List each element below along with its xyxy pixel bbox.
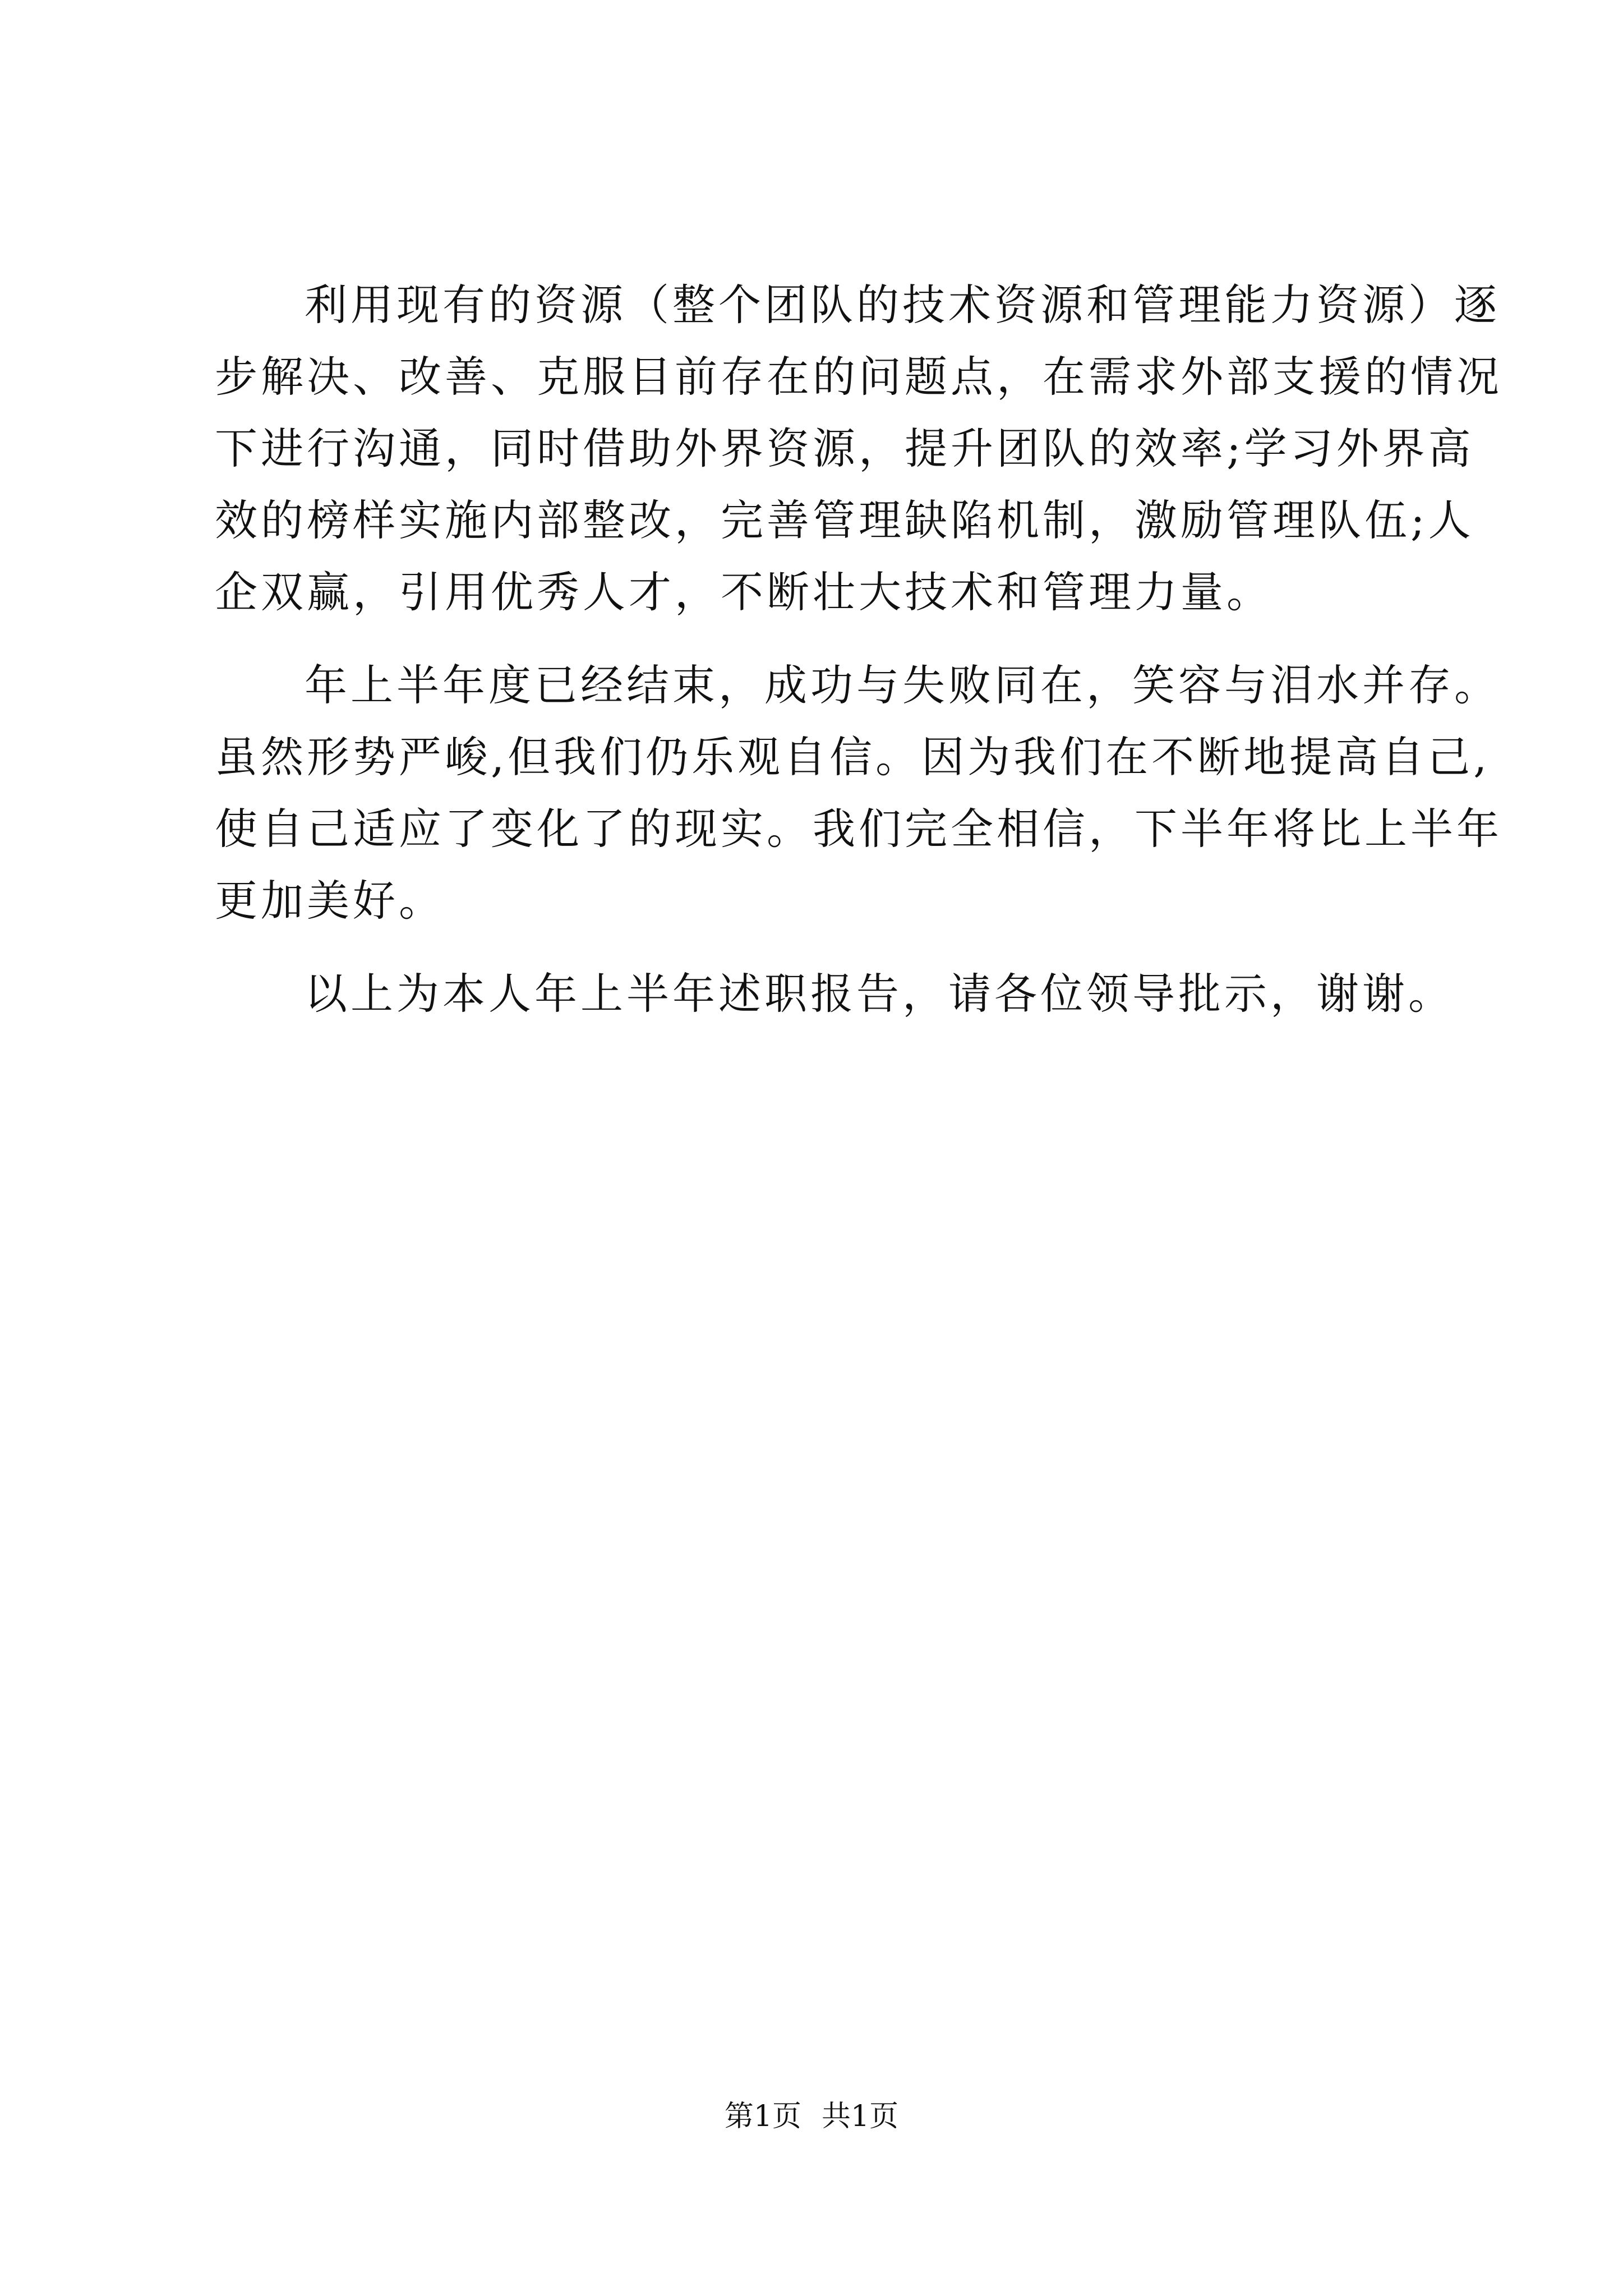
paragraph-line: 利用现有的资源（整个团队的技术资源和管理能力资源）逐	[305, 280, 1500, 330]
paragraph-line: 使自己适应了变化了的现实。我们完全相信，下半年将比上半年	[215, 804, 1502, 854]
paragraph-3	[215, 958, 1454, 1030]
paragraph-line: 步解决、改善、克服目前存在的问题点，在需求外部支援的情况	[215, 352, 1502, 402]
paragraph-1	[215, 269, 1502, 628]
paragraph-line: 下进行沟通，同时借助外界资源，提升团队的效率;学习外界高	[215, 424, 1474, 473]
paragraph-2	[215, 650, 1502, 937]
paragraph-gap	[215, 937, 1409, 958]
page-number-total: 共1页	[822, 2100, 899, 2133]
paragraph-line: 虽然形势严峻,但我们仍乐观自信。因为我们在不断地提高自己,	[215, 732, 1491, 782]
paragraph-line: 以上为本人年上半年述职报告，请各位领导批示，谢谢。	[305, 969, 1454, 1019]
paragraph-line: 效的榜样实施内部整改，完善管理缺陷机制，激励管理队伍;人	[215, 495, 1474, 545]
page-number-current: 第1页	[724, 2100, 801, 2133]
page-footer	[0, 2092, 1623, 2134]
paragraph-gap	[215, 628, 1409, 650]
paragraph-line: 年上半年度已经结束，成功与失败同在，笑容与泪水并存。	[305, 660, 1500, 710]
paragraph-line: 更加美好。	[215, 876, 445, 926]
paragraph-line: 企双赢，引用优秀人才，不断壮大技术和管理力量。	[215, 567, 1272, 617]
document-body	[215, 269, 1502, 1030]
